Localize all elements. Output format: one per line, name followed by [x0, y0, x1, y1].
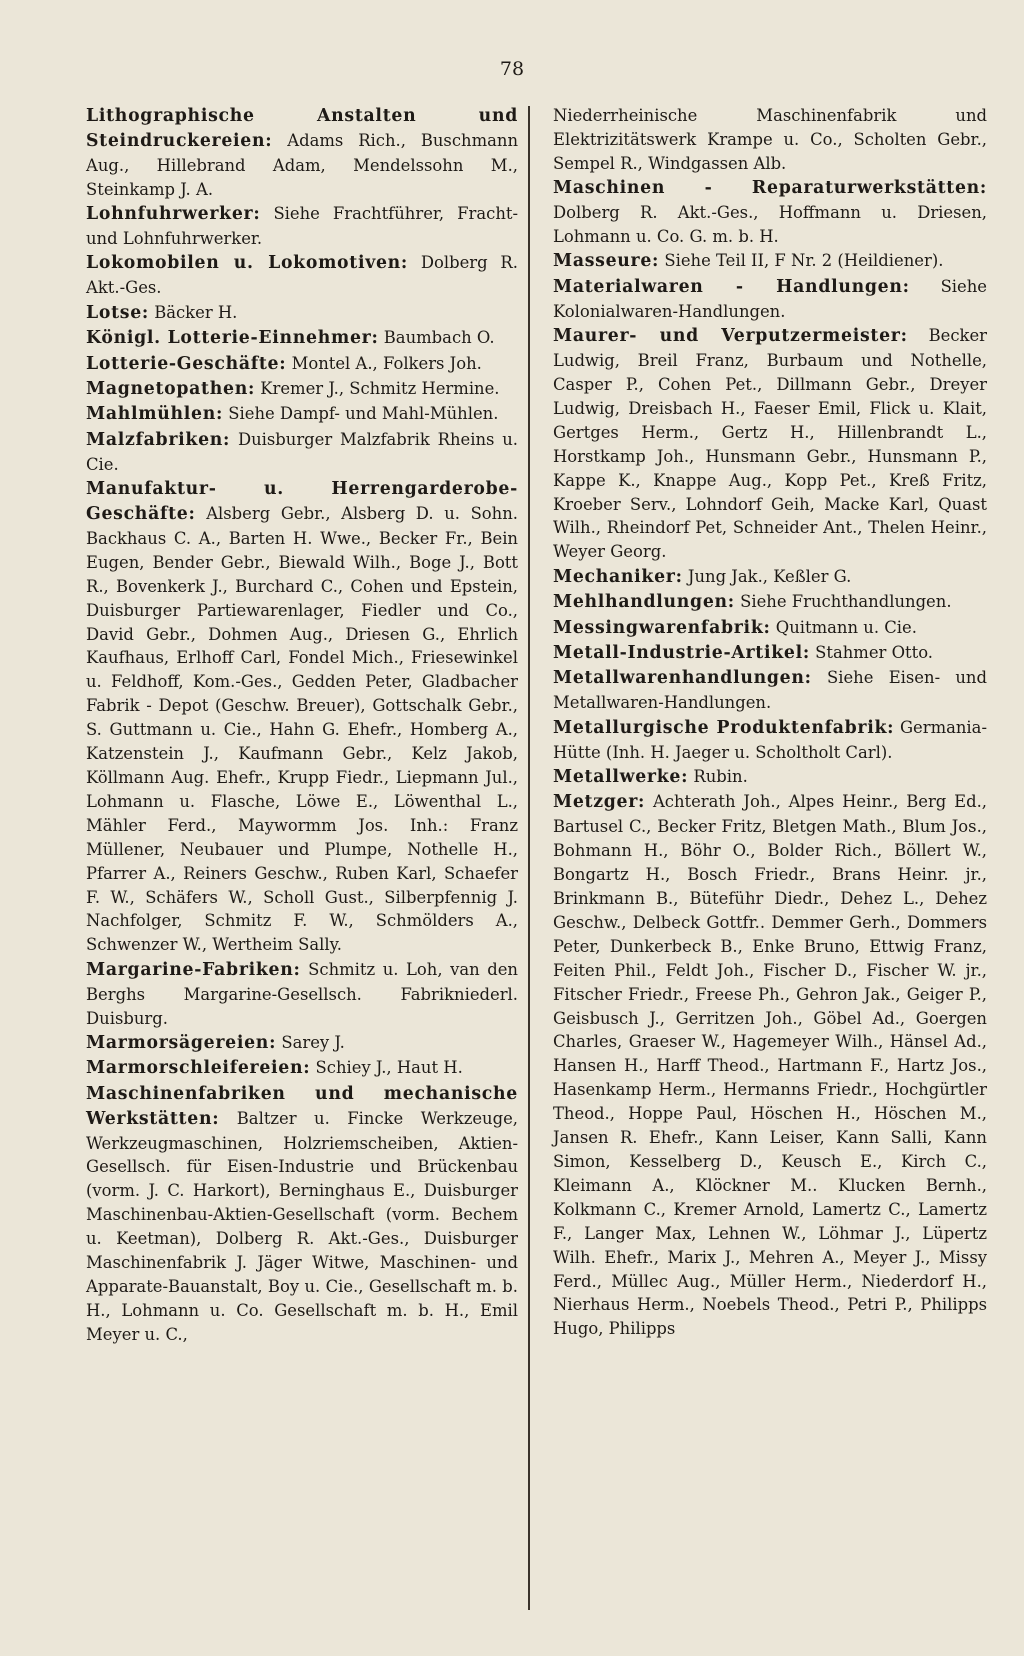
directory-entry: [86, 402, 518, 427]
entry-text: Stahmer Otto.: [815, 642, 933, 662]
entry-text: Achterath Joh., Alpes Heinr., Berg Ed., Bartusel C., Becker Fritz, Bletgen Math., Blum Jos., Bohmann H., Böhr O., Bolder Rich., Böllert W., Bongartz H., Bosch Friedr., Brans Heinr. jr., Brinkmann B., Büteführ Diedr., Dehez L., Dehez Geschw., Delbeck Gottfr.. Demmer Gerh., Dommers Peter, Dunkerbeck B., Enke Bruno, Ettwig Franz, Feiten Phil., Feldt Joh., Fischer D., Fischer W. jr., Fitscher Friedr., Freese Ph., Gehron Jak., Geiger P., Geisbusch J., Gerritzen Joh., Göbel Ad., Goergen Charles, Graeser W., Hagemeyer Wilh., Hänsel Ad., Hansen H., Harff Theod., Hartmann F., Hartz Jos., Hasenkamp Herm., Hermanns Friedr., Hochgürtler Theod., Hoppe Paul, Höschen H., Höschen M., Jansen R. Ehefr., Kann Leiser, Kann Salli, Kann Simon, Kesselberg D., Keusch E., Kirch C., Kleimann A., Klöckner M.. Klucken Bernh., Kolkmann C., Kremer Arnold, Lamertz C., Lamertz F., Langer Max, Lehnen W., Löhmar J., Lüpertz Wilh. Ehefr., Marix J., Mehren A., Meyer J., Missy Ferd., Müllec Aug., Müller Herm., Niederdorf H., Nierhaus Herm., Noebels Theod., Petri P., Philipps Hugo, Philipps: [553, 792, 988, 1339]
entry-heading: Materialwaren - Handlungen:: [553, 276, 910, 297]
directory-entry: [86, 1031, 518, 1056]
directory-entry: [86, 1082, 518, 1347]
directory-entry: [553, 716, 987, 765]
entry-heading: Mahlmühlen:: [86, 404, 224, 425]
entry-heading: Lohnfuhrwerker:: [86, 204, 261, 225]
entry-heading: Lithographische Anstalten und Steindruckereien:: [86, 106, 518, 151]
left-column: [86, 104, 518, 1347]
directory-entry: [86, 428, 518, 477]
directory-entry: [553, 790, 987, 1341]
entry-text: Rubin.: [693, 766, 748, 786]
column-divider: [528, 106, 530, 1610]
directory-entry: [86, 202, 518, 251]
entry-heading: Malzfabriken:: [86, 429, 231, 450]
entry-text: Becker Ludwig, Breil Franz, Burbaum und Nothelle, Casper P., Cohen Pet., Dillmann Gebr., Dreyer Ludwig, Dreisbach H., Faeser Emil, Flick u. Klait, Gertges Herm., Gertz H., Hillenbrandt L., Horstkamp Joh., Hunsmann Gebr., Hunsmann P., Kappe K., Knappe Aug., Kopp Pet., Kreß Fritz, Kroeber Serv., Lohndorf Geih, Macke Karl, Quast Wilh., Rheindorf Pet, Schneider Ant., Thelen Heinr., Weyer Georg.: [553, 326, 987, 562]
entry-text: Germania-Hütte (Inh. H. Jaeger u. Scholtholt Carl).: [553, 717, 987, 762]
entry-heading: Metallwarenhandlungen:: [553, 668, 812, 689]
entry-text: Adams Rich., Buschmann Aug., Hillebrand Adam, Mendelssohn M., Steinkamp J. A.: [86, 130, 519, 199]
entry-text: Dolberg R. Akt.-Ges., Hoffmann u. Driesen, Lohmann u. Co. G. m. b. H.: [553, 203, 987, 247]
entry-heading: Mechaniker:: [553, 566, 683, 587]
directory-entry: [553, 590, 987, 615]
entry-text: Alsberg Gebr., Alsberg D. u. Sohn. Backhaus C. A., Barten H. Wwe., Becker Fr., Bein Eugen, Bender Gebr., Biewald Wilh., Boge J., Bott R., Bovenkerk J., Burchard C., Cohen und Epstein, Duisburger Partiewarenlager, Fiedler und Co., David Gebr., Dohmen Aug., Driesen G., Ehrlich Kaufhaus, Erlhoff Carl, Fondel Mich., Friesewinkel u. Feldhoff, Kom.-Ges., Gedden Peter, Gladbacher Fabrik - Depot (Geschw. Breuer), Gottschalk Gebr., S. Guttmann u. Cie., Hahn G. Ehefr., Homberg A., Katzenstein J., Kaufmann Gebr., Kelz Jakob, Köllmann Aug. Ehefr., Krupp Fiedr., Liepmann Jul., Lohmann u. Flasche, Löwe E., Löwenthal L., Mähler Ferd., Maywormm Jos. Inh.: Franz Müllener, Neubauer und Plumpe, Nothelle H., Pfarrer A., Reiners Geschw., Ruben Karl, Schaefer F. W., Schäfers W., Scholl Gust., Silberpfennig J. Nachfolger, Schmitz F. W., Schmölders A., Schwenzer W., Wertheim Sally.: [86, 504, 518, 955]
directory-entry: [553, 324, 987, 564]
directory-entry: [553, 765, 987, 790]
directory-entry: [553, 565, 987, 590]
entry-text: Siehe Frachtführer, Fracht- und Lohnfuhrwerker.: [86, 204, 518, 249]
entry-text: Kremer J., Schmitz Hermine.: [260, 378, 500, 398]
entry-text: Dolberg R. Akt.-Ges.: [86, 253, 518, 298]
directory-entry: [86, 477, 518, 957]
directory-entry: [86, 958, 518, 1031]
directory-entry: [86, 377, 518, 402]
entry-text: Baltzer u. Fincke Werkzeuge, Werkzeugmaschinen, Holzriemscheiben, Aktien-Gesellsch. für Eisen-Industrie und Brückenbau (vorm. J. C. Harkort), Berninghaus E., Duisburger Maschinenbau-Aktien-Gesellschaft (vorm. Bechem u. Keetman), Dolberg R. Akt.-Ges., Duisburger Maschinenfabrik J. Jäger Witwe, Maschinen- und Apparate-Bauanstalt, Boy u. Cie., Gesellschaft m. b. H., Lohmann u. Co. Gesellschaft m. b. H., Emil Meyer u. C.,: [86, 1108, 518, 1344]
entry-heading: Maschinenfabriken und mechanische Werkstätten:: [86, 1083, 518, 1129]
directory-entry: [553, 176, 987, 249]
directory-entry: [553, 249, 987, 274]
directory-entry: [86, 301, 518, 326]
entry-heading: Metallwerke:: [553, 766, 689, 787]
entry-heading: Metall-Industrie-Artikel:: [553, 642, 810, 663]
directory-entry: [86, 251, 518, 300]
entry-heading: Messingwarenfabrik:: [553, 617, 771, 638]
directory-entry: [86, 104, 518, 202]
entry-heading: Margarine-Fabriken:: [86, 959, 301, 980]
entry-heading: Lokomobilen u. Lokomotiven:: [86, 253, 409, 274]
entry-heading: Metallurgische Produktenfabrik:: [553, 717, 895, 738]
entry-text: Siehe Teil II, F Nr. 2 (Heildiener).: [664, 251, 944, 271]
entry-text: Sarey J.: [281, 1032, 345, 1052]
entry-text: Siehe Dampf- und Mahl-Mühlen.: [228, 404, 499, 424]
entry-heading: Maschinen - Reparaturwerkstätten:: [553, 178, 987, 199]
entry-heading: Maurer- und Verputzermeister:: [553, 326, 908, 347]
entry-heading: Lotse:: [86, 302, 149, 323]
directory-entry: [86, 326, 518, 351]
entry-text: Duisburger Malzfabrik Rheins u. Cie.: [86, 429, 518, 474]
directory-entry: [553, 104, 987, 176]
entry-text: Bäcker H.: [154, 302, 238, 322]
entry-text: Montel A., Folkers Joh.: [291, 353, 482, 373]
entry-heading: Metzger:: [553, 792, 646, 813]
entry-heading: Manufaktur- u. Herrengarderobe-Geschäfte:: [86, 479, 518, 524]
directory-entry: [86, 352, 518, 377]
entry-heading: Masseure:: [553, 251, 660, 272]
directory-entry: [553, 666, 987, 715]
entry-text: Schiey J., Haut H.: [315, 1058, 463, 1078]
directory-entry: [553, 641, 987, 666]
entry-text: Siehe Kolonialwaren-Handlungen.: [553, 276, 987, 321]
directory-entry: [553, 616, 987, 641]
entry-text: Niederrheinische Maschinenfabrik und Elektrizitätswerk Krampe u. Co., Scholten Gebr., Sempel R., Windgassen Alb.: [553, 106, 987, 173]
entry-text: Baumbach O.: [383, 328, 495, 348]
entry-text: Siehe Fruchthandlungen.: [740, 592, 952, 612]
right-column: [553, 104, 987, 1342]
entry-heading: Marmorschleifereien:: [86, 1058, 311, 1079]
entry-heading: Magnetopathen:: [86, 378, 256, 399]
entry-heading: Königl. Lotterie-Einnehmer:: [86, 328, 379, 349]
page-number: 78: [499, 58, 525, 80]
directory-entry: [86, 1056, 518, 1081]
entry-text: Jung Jak., Keßler G.: [687, 566, 852, 586]
entry-heading: Lotterie-Geschäfte:: [86, 353, 287, 374]
directory-entry: [553, 275, 987, 324]
entry-heading: Mehlhandlungen:: [553, 592, 735, 613]
entry-text: Siehe Eisen- und Metallwaren-Handlungen.: [553, 668, 987, 713]
entry-text: Schmitz u. Loh, van den Berghs Margarine-Gesellsch. Fabrikniederl. Duisburg.: [86, 959, 518, 1028]
entry-text: Quitmann u. Cie.: [775, 617, 917, 637]
entry-heading: Marmorsägereien:: [86, 1032, 277, 1053]
